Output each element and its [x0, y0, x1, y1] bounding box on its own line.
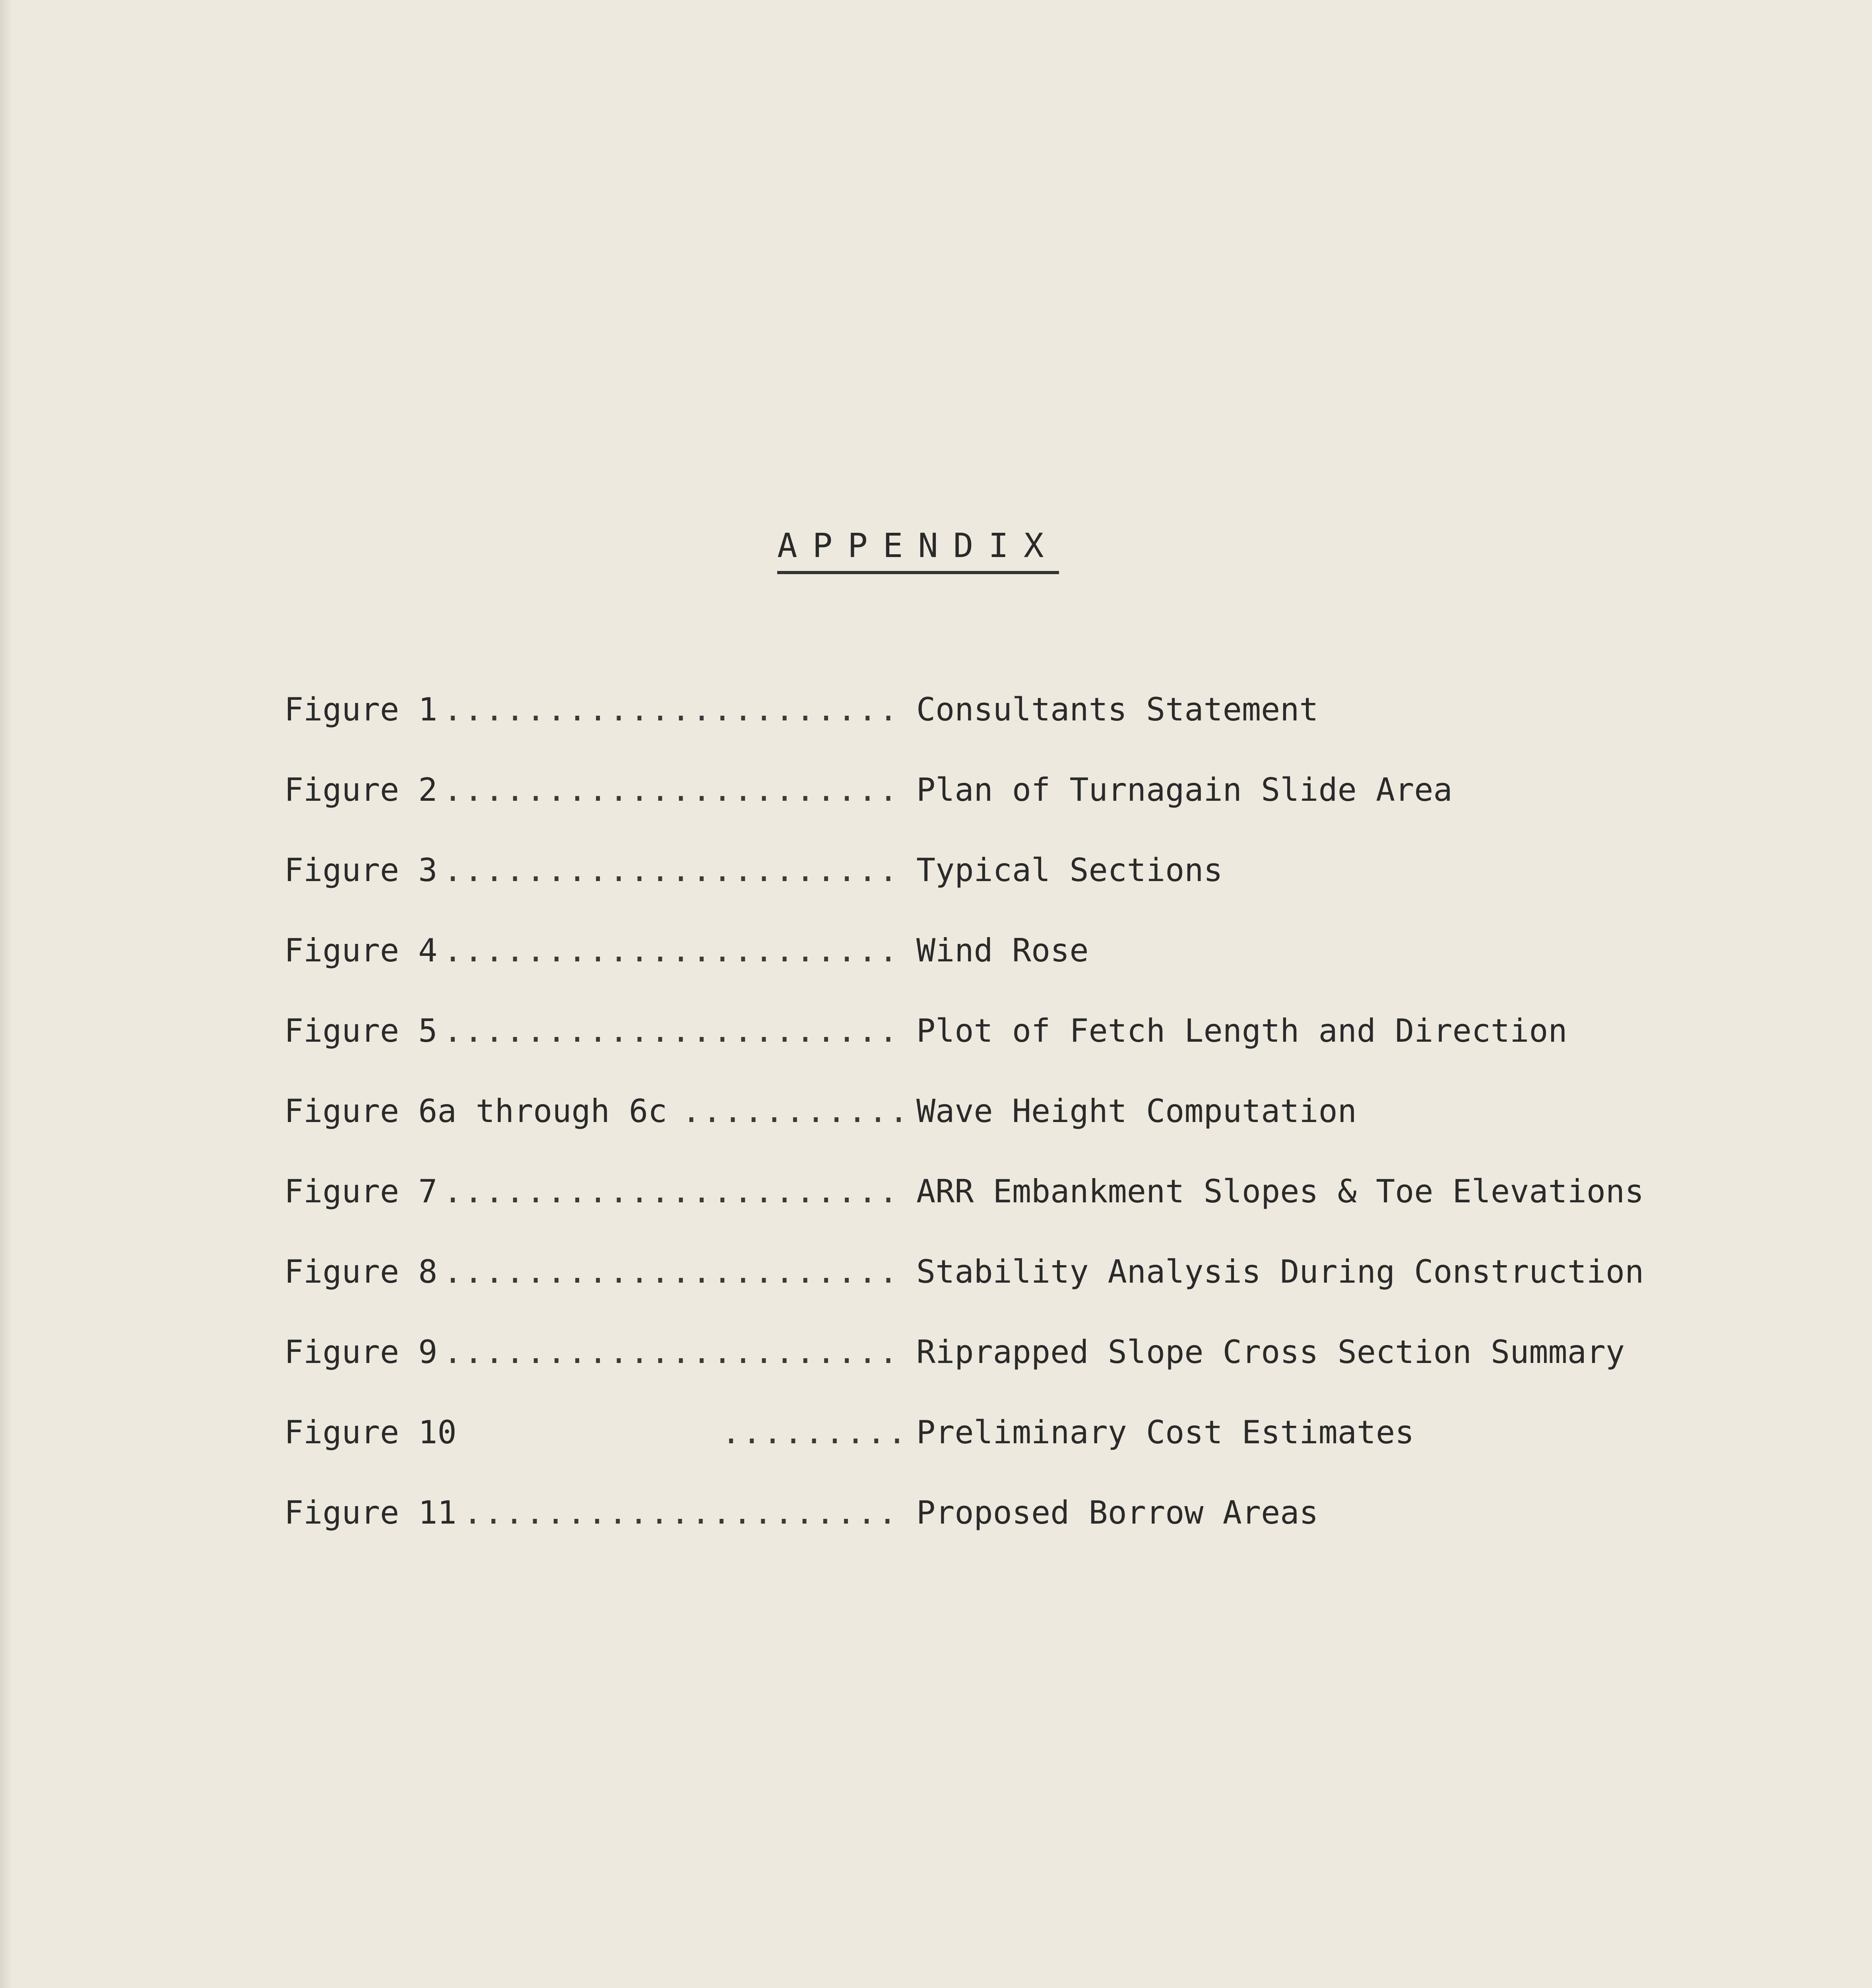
- toc-entry-figure-2: [284, 770, 1676, 850]
- page-edge-shadow: [0, 0, 12, 1988]
- toc-entry-label: Figure 1: [284, 691, 438, 728]
- toc-entry-leader: .....................: [463, 1494, 899, 1531]
- toc-entry-description: Wave Height Computation: [916, 1093, 1357, 1130]
- toc-entry-description: Consultants Statement: [916, 691, 1319, 728]
- toc-entry-description: Wind Rose: [916, 932, 1089, 969]
- toc-entry-leader: ......................: [443, 932, 900, 969]
- toc-entry-label: Figure 4: [284, 932, 438, 969]
- page-title: APPENDIX: [777, 529, 1059, 574]
- toc-entry-figure-1: [284, 690, 1676, 770]
- toc-entry-label: Figure 11: [284, 1494, 457, 1531]
- toc-entry-figure-10: [284, 1413, 1676, 1493]
- toc-entry-label: Figure 10: [284, 1414, 457, 1451]
- toc-entry-label: Figure 6a through 6c: [284, 1093, 667, 1130]
- toc-entry-label: Figure 8: [284, 1253, 438, 1290]
- toc-entry-leader: ......................: [443, 852, 900, 889]
- toc-entry-figure-5: [284, 1011, 1676, 1091]
- toc-entry-leader: ......................: [443, 1012, 900, 1049]
- toc-entry-figure-11: [284, 1493, 1676, 1573]
- toc-entry-figure-6: [284, 1091, 1676, 1172]
- toc-entry-description: Preliminary Cost Estimates: [916, 1414, 1414, 1451]
- toc-entry-description: Typical Sections: [916, 852, 1223, 889]
- toc-entry-figure-3: [284, 850, 1676, 931]
- toc-entry-description: Riprapped Slope Cross Section Summary: [916, 1334, 1625, 1371]
- toc-entry-leader: ...........: [682, 1093, 910, 1130]
- toc-entry-figure-7: [284, 1172, 1676, 1252]
- toc-entry-leader: ......................: [443, 1173, 900, 1210]
- toc-entry-figure-8: [284, 1252, 1676, 1332]
- appendix-figure-list: [284, 690, 1676, 1573]
- toc-entry-description: Plot of Fetch Length and Direction: [916, 1012, 1567, 1049]
- toc-entry-label: Figure 2: [284, 771, 438, 808]
- toc-entry-leader: ......................: [443, 1334, 900, 1371]
- toc-entry-leader: .........: [722, 1414, 908, 1451]
- toc-entry-leader: ......................: [443, 771, 900, 808]
- toc-entry-description: Stability Analysis During Construction: [916, 1253, 1644, 1290]
- toc-entry-label: Figure 9: [284, 1334, 438, 1371]
- toc-entry-label: Figure 7: [284, 1173, 438, 1210]
- toc-entry-figure-9: [284, 1332, 1676, 1413]
- toc-entry-description: Plan of Turnagain Slide Area: [916, 771, 1453, 808]
- toc-entry-label: Figure 5: [284, 1012, 438, 1049]
- toc-entry-label: Figure 3: [284, 852, 438, 889]
- toc-entry-description: ARR Embankment Slopes & Toe Elevations: [916, 1173, 1644, 1210]
- toc-entry-figure-4: [284, 931, 1676, 1011]
- toc-entry-leader: ......................: [443, 1253, 900, 1290]
- toc-entry-leader: ......................: [443, 691, 900, 728]
- toc-entry-description: Proposed Borrow Areas: [916, 1494, 1319, 1531]
